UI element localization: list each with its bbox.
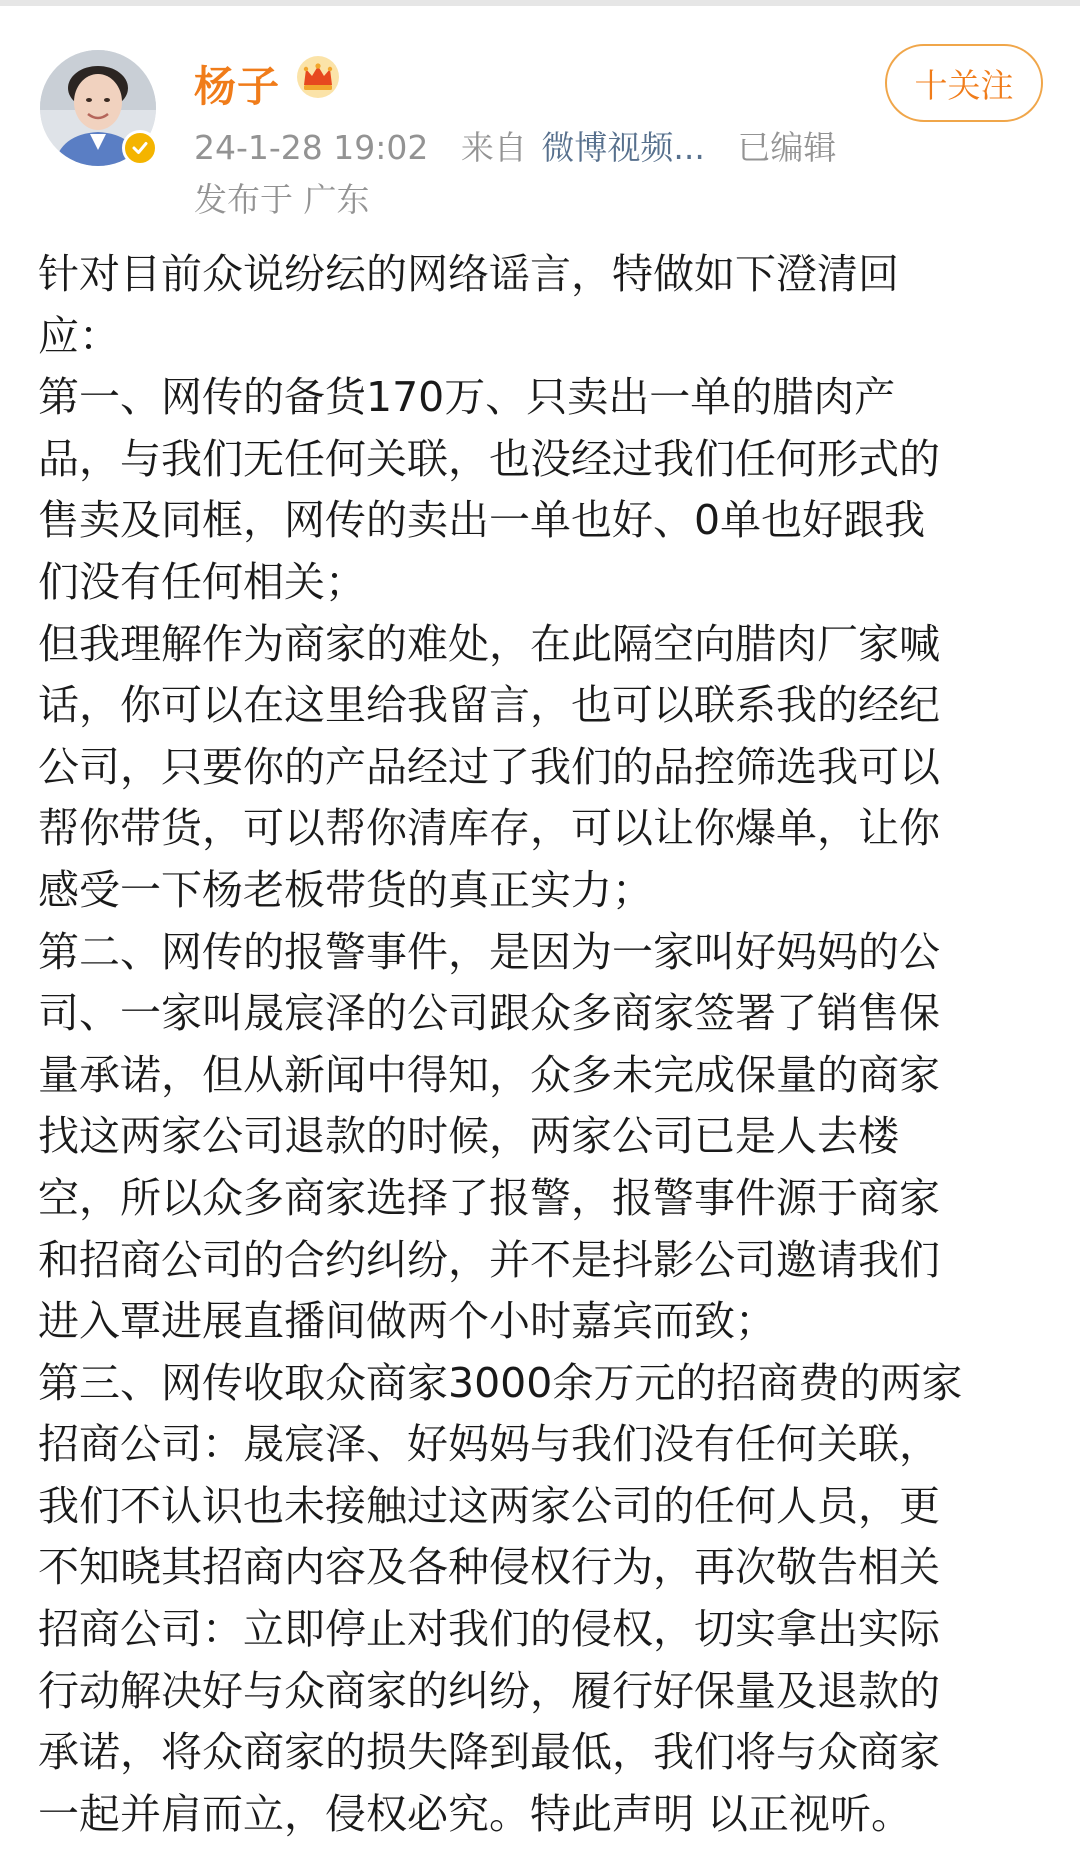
- post-text-line: 找这两家公司退款的时候，两家公司已是人去楼: [38, 1112, 899, 1161]
- post-text-line: 公司，只要你的产品经过了我们的品控筛选我可以: [38, 742, 940, 791]
- user-name[interactable]: 杨子: [194, 62, 281, 111]
- post-location: 发布于 广东: [194, 180, 370, 219]
- post-text-line: 但我理解作为商家的难处，在此隔空向腊肉厂家喊: [38, 619, 940, 668]
- post-text-line: 和招商公司的合约纠纷，并不是抖影公司邀请我们: [38, 1235, 940, 1284]
- post-meta: [194, 122, 836, 169]
- post-date: 24-1-28 19:02: [194, 128, 429, 167]
- post-text-line: 一起并肩而立，侵权必究。特此声明 以正视听。: [38, 1789, 913, 1838]
- post-text-line: 招商公司：晟宸泽、好妈妈与我们没有任何关联，: [38, 1420, 940, 1469]
- post-text-line: 售卖及同框，网传的卖出一单也好、0单也好跟我: [38, 496, 926, 545]
- post-text-line: 们没有任何相关；: [38, 557, 366, 606]
- post-text-line: 招商公司：立即停止对我们的侵权，切实拿出实际: [38, 1605, 940, 1654]
- avatar[interactable]: [40, 50, 156, 166]
- post-text-line: 司、一家叫晟宸泽的公司跟众多商家签署了销售保: [38, 989, 940, 1038]
- from-label: 来自: [460, 128, 527, 167]
- post-body: [38, 244, 1048, 1845]
- post-text-line: 第二、网传的报警事件，是因为一家叫好妈妈的公: [38, 927, 940, 976]
- post-text-line: 承诺，将众商家的损失降到最低，我们将与众商家: [38, 1728, 940, 1777]
- post-text-line: 量承诺，但从新闻中得知，众多未完成保量的商家: [38, 1050, 940, 1099]
- verified-badge-icon: [122, 130, 158, 166]
- post-text-line: 第一、网传的备货170万、只卖出一单的腊肉产: [38, 373, 896, 422]
- post-text-line: 品，与我们无任何关联，也没经过我们任何形式的: [38, 434, 940, 483]
- post-text-line: 帮你带货，可以帮你清库存，可以让你爆单，让你: [38, 804, 940, 853]
- post-text-line: 应：: [38, 311, 120, 360]
- follow-button[interactable]: 十关注: [885, 44, 1043, 122]
- post-text-line: 不知晓其招商内容及各种侵权行为，再次敬告相关: [38, 1543, 940, 1592]
- post-text-line: 话，你可以在这里给我留言，也可以联系我的经纪: [38, 681, 940, 730]
- post-text-line: 空，所以众多商家选择了报警，报警事件源于商家: [38, 1173, 940, 1222]
- post-text-line: 第三、网传收取众商家3000余万元的招商费的两家: [38, 1358, 963, 1407]
- crown-icon: [295, 54, 341, 100]
- post-text-line: 行动解决好与众商家的纠纷，履行好保量及退款的: [38, 1666, 940, 1715]
- post-text-line: 感受一下杨老板带货的真正实力；: [38, 865, 653, 914]
- edited-label[interactable]: 已编辑: [737, 128, 837, 167]
- post-text-line: 我们不认识也未接触过这两家公司的任何人员，更: [38, 1481, 940, 1530]
- post-text-line: 进入覃进展直播间做两个小时嘉宾而致；: [38, 1297, 776, 1346]
- post-header: [0, 40, 1080, 230]
- top-divider: [0, 0, 1080, 6]
- source-link[interactable]: 微博视频...: [541, 128, 705, 167]
- post-text-line: 针对目前众说纷纭的网络谣言，特做如下澄清回: [38, 250, 899, 298]
